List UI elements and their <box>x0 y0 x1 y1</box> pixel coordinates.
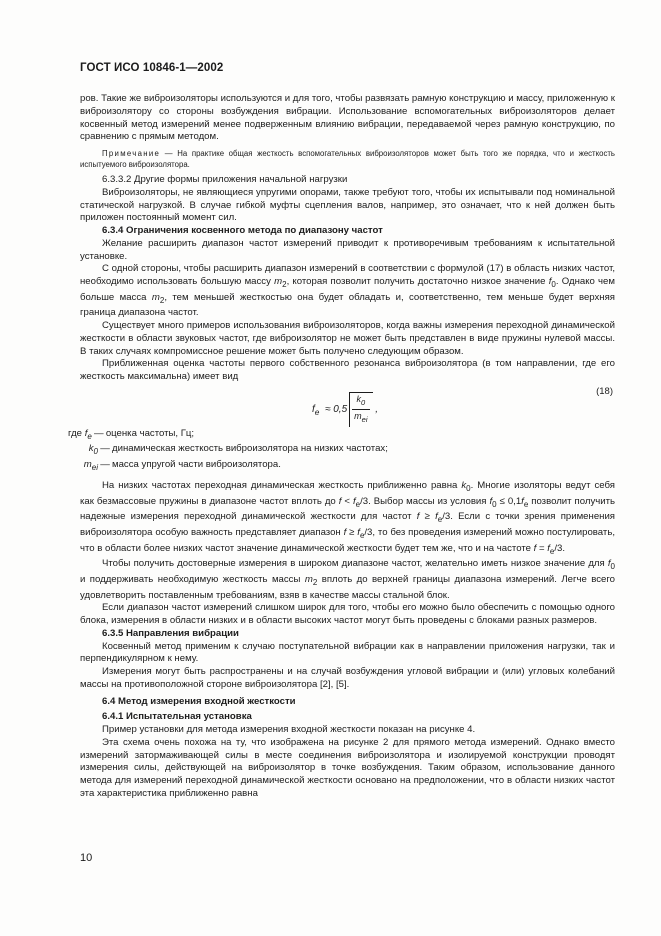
formula-18 <box>80 386 615 424</box>
paragraph: Чтобы получить достоверные измерения в широком диапазоне частот, желательно иметь низкое значение для $f_0$ и поддерживать необходимую жесткость массы $m_2$ вплоть до верхней границы диапазона измерений. Легче всего удовлетворить поставленным требованиям, взяв в качестве массы стальной блок. <box>80 558 616 601</box>
paragraph: С одной стороны, чтобы расширить диапазон измерений в соответствии с формулой (17) в область низких частот, необходимо использовать большую массу $m_2$, которая позволит получить достаточно низкое значение $f_0$. Однако чем больше масса $m_2$, тем меньшей жесткостью она будет обладать и, соответственно, тем меньше будет верхняя граница диапазона частот. <box>80 263 615 319</box>
definition-row: $k_0$ — динамическая жесткость виброизолятора на низких частотах; <box>88 443 388 457</box>
paragraph: Существует много примеров использования виброизоляторов, когда важны измерения переходной динамической жесткости в области звуковых частот, где виброизолятор не может быть представлен в виде пружины нулевой массы. В таких случаях компромиссное решение может быть получено следующим образом. <box>80 320 615 357</box>
section-6-3-5-title: 6.3.5 Направления вибрации <box>102 627 239 639</box>
document-page <box>68 0 616 936</box>
section-6-3-4-title: 6.3.4 Ограничения косвенного метода по диапазону частот <box>102 225 383 236</box>
section-6-3-3-2-title: 6.3.3.2 Другие формы приложения начальной нагрузки <box>102 174 348 185</box>
formula-number: (18) <box>596 385 613 397</box>
paragraph-continued: ров. Такие же виброизоляторы используются и для того, чтобы развязать рамную конструкцию и массу, приложенную к виброизолятору со стороны возбуждения вибрации. Использование вспомогательных виброизоляторов делает косвенный метод измерений менее подверженным влиянию вибрации, передаваемой через рамную конструкцию, по сравнению с прямым методом. <box>80 93 615 143</box>
paragraph: На низких частотах переходная динамическая жесткость приближенно равна $k_0$. Многие изоляторы ведут себя как безмассовые пружины в диапазоне частот вплоть до $f < f_e/3$. Выбор массы из условия $f_0 \le 0,1f_e$ позволит получить надежные измерения переходной динамической жесткости для частот $f \ge f_e/3$. Если с точки зрения применения виброизолятора особую важность представляет диапазон $f \ge f_e/3$, то без проведения измерений можно постулировать, что в области более низких частот значение динамической жесткости будет тем же, что и на частоте $f = f_e/3$. <box>80 480 616 556</box>
note-text: — На практике общая жесткость вспомогательных виброизоляторов может быть того же порядка, что и жесткость испытуемого виброизолятора. <box>80 149 615 169</box>
paragraph: Измерения могут быть распространены и на случай возбуждения угловой вибрации и (или) угловых колебаний массы на противоположной стороне виброизолятора [2], [5]. <box>80 666 615 690</box>
note-label: Примечание <box>102 149 161 158</box>
running-header: ГОСТ ИСО 10846-1—2002 <box>80 62 224 74</box>
symbol-definitions <box>68 428 603 474</box>
paragraph: Приближенная оценка частоты первого собственного резонанса виброизолятора (в том направлении, где его жесткость максимальна) имеет вид <box>80 358 615 383</box>
paragraph: Виброизоляторы, не являющиеся упругими опорами, также требуют того, чтобы их испытывали под номинальной статической нагрузкой. В случае гибкой муфты сцепления валов, например, это означает, что к ней должен быть приложен постоянный момент сил. <box>80 186 615 224</box>
paragraph: Косвенный метод применим к случаю поступательной вибрации как в направлении приложения нагрузки, так и перпендикулярном к нему. <box>80 640 615 665</box>
definition-row: где $f_e$ — оценка частоты, Гц; <box>68 427 195 441</box>
definition-row: $m_{ei}$ — масса упругой части виброизолятора. <box>83 458 281 472</box>
paragraph: Если диапазон частот измерений слишком широк для того, чтобы его можно было обеспечить с помощью одного блока, измерения в области низких и в области высоких частот могут быть проведены с блоками разных размеров. <box>80 602 615 627</box>
section-6-4-title: 6.4 Метод измерения входной жесткости <box>102 695 296 707</box>
formula-expression: $f_e \approx 0,5$ $\frac{k_0}{m_{ei}}$ , <box>312 392 378 427</box>
paragraph: Эта схема очень похожа на ту, что изображена на рисунке 2 для прямого метода измерений. Однако вместо измерений затормаживающей силы в месте соединения виброизолятора и изолируемой конструкции проводят измерения силы, действующей на виброизолятор в точке возбуждения. Таким образом, использование данного метода для измерений переходной динамической жесткости основано на предположении, что в области низких частот эта характеристика приближенно равна <box>80 736 615 799</box>
document-body <box>68 93 616 801</box>
paragraph: Пример установки для метода измерения входной жесткости показан на рисунке 4. <box>102 724 476 736</box>
page-number: 10 <box>80 852 93 864</box>
section-6-4-1-title: 6.4.1 Испытательная установка <box>102 711 252 723</box>
paragraph: Желание расширить диапазон частот измерений приводит к противоречивым требованиям к испытательной установке. <box>80 237 615 262</box>
note <box>80 148 615 170</box>
